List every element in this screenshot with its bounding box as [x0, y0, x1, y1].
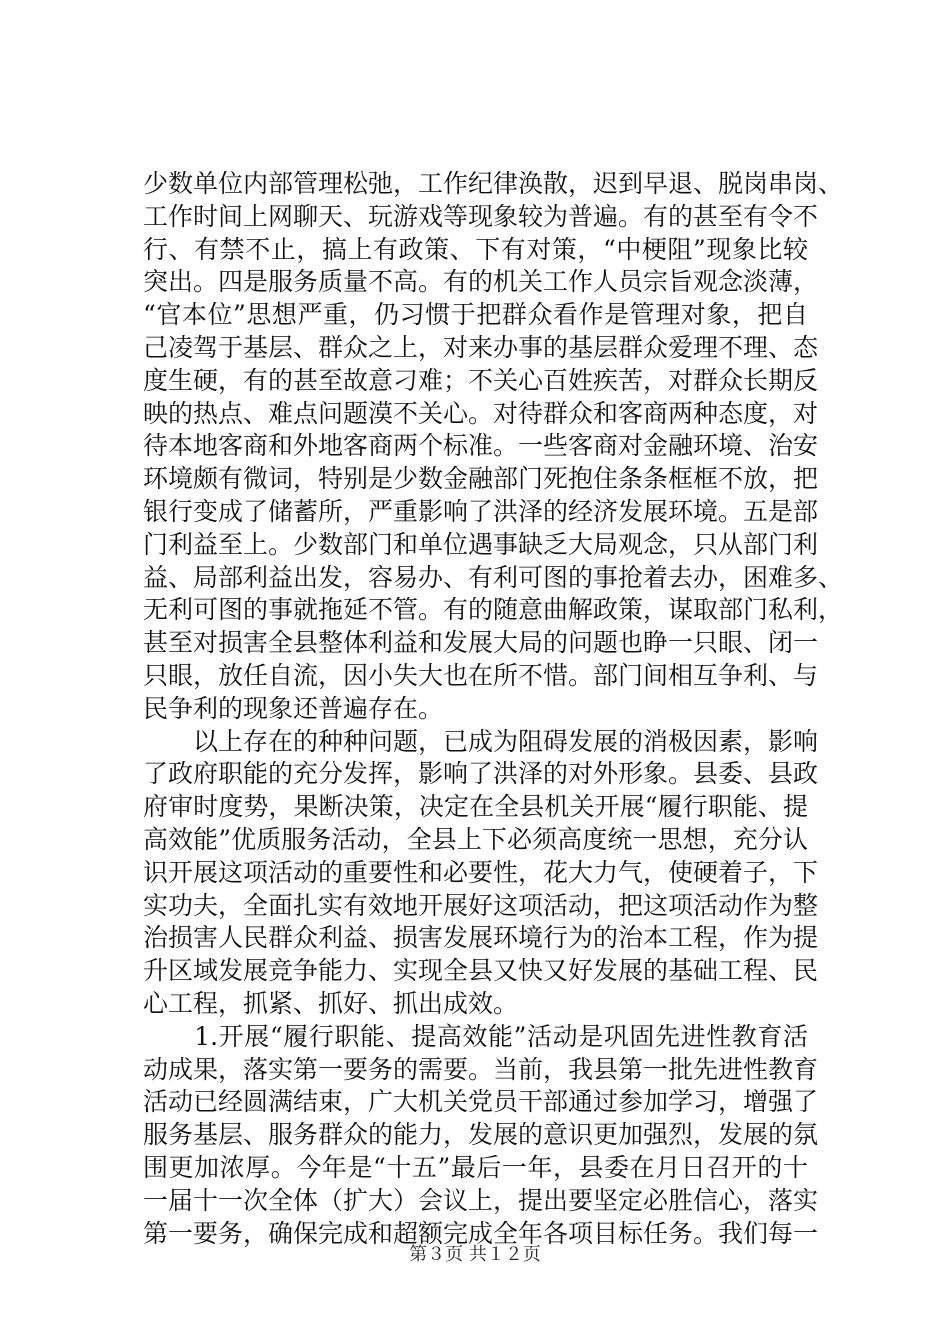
- paragraph: [143, 726, 819, 1021]
- text-line: 高效能”优质服务活动，全县上下必须高度统一思想，充分认: [143, 824, 808, 854]
- text-line: 映的热点、难点问题漠不关心。对待群众和客商两种态度，对: [143, 398, 819, 428]
- text-line: 环境颇有微词，特别是少数金融部门死抱住条条框框不放，把: [143, 464, 819, 494]
- text-line: 己凌驾于基层、群众之上，对来办事的基层群众爱理不理、态: [143, 332, 819, 362]
- body-text: [143, 168, 844, 1250]
- text-line: 1.开展“履行职能、提高效能”活动是巩固先进性教育活: [143, 1021, 808, 1051]
- text-line: 活动已经圆满结束，广大机关党员干部通过参加学习，增强了: [143, 1087, 819, 1117]
- page-footer: 第３页 共１２页: [409, 1244, 541, 1265]
- text-line: 民争利的现象还普遍存在。: [143, 693, 444, 723]
- paragraph: [143, 1021, 819, 1251]
- text-line: 府审时度势，果断决策，决定在全县机关开展“履行职能、提: [143, 792, 808, 822]
- text-line: 升区域发展竞争能力、实现全县又快又好发展的基础工程、民: [143, 956, 819, 986]
- text-line: 了政府职能的充分发挥，影响了洪泽的对外形象。县委、县政: [143, 759, 819, 789]
- text-line: 心工程，抓紧、抓好、抓出成效。: [143, 988, 519, 1018]
- text-line: 动成果，落实第一要务的需要。当前，我县第一批先进性教育: [143, 1054, 819, 1084]
- text-line: 无利可图的事就拖延不管。有的随意曲解政策，谋取部门私利，: [143, 595, 844, 625]
- text-line: 识开展这项活动的重要性和必要性，花大力气，使硬着子，下: [143, 857, 819, 887]
- text-line: 度生硬，有的甚至故意刁难；不关心百姓疾苦，对群众长期反: [143, 365, 819, 395]
- text-line: 实功夫，全面扎实有效地开展好这项活动，把这项活动作为整: [143, 890, 819, 920]
- text-line: 只眼，放任自流，因小失大也在所不惜。部门间相互争利、与: [143, 660, 819, 690]
- text-line: 一届十一次全体（扩大）会议上，提出要坚定必胜信心，落实: [143, 1185, 819, 1215]
- text-line: 以上存在的种种问题，已成为阻碍发展的消极因素，影响: [143, 726, 819, 756]
- text-line: 第一要务，确保完成和超额完成全年各项目标任务。我们每一: [143, 1218, 819, 1248]
- text-line: 治损害人民群众利益、损害发展环境行为的治本工程，作为提: [143, 923, 819, 953]
- text-line: “官本位”思想严重，仍习惯于把群众看作是管理对象，把自: [143, 300, 808, 330]
- text-line: 围更加浓厚。今年是“十五”最后一年，县委在月日召开的十: [143, 1152, 808, 1182]
- text-line: 待本地客商和外地客商两个标准。一些客商对金融环境、治安: [143, 431, 819, 461]
- text-line: 益、局部利益出发，容易办、有利可图的事抢着去办，困难多、: [143, 562, 844, 592]
- text-line: 甚至对损害全县整体利益和发展大局的问题也睁一只眼、闭一: [143, 628, 819, 658]
- text-line: 工作时间上网聊天、玩游戏等现象较为普遍。有的甚至有令不: [143, 201, 819, 231]
- text-line: 少数单位内部管理松弛，工作纪律涣散，迟到早退、脱岗串岗、: [143, 169, 844, 198]
- text-line: 突出。四是服务质量不高。有的机关工作人员宗旨观念淡薄，: [143, 267, 819, 297]
- text-line: 行、有禁不止，搞上有政策、下有对策，“中梗阻”现象比较: [143, 234, 808, 264]
- text-line: 服务基层、服务群众的能力，发展的意识更加强烈，发展的氛: [143, 1120, 819, 1150]
- text-line: 门利益至上。少数部门和单位遇事缺乏大局观念，只从部门利: [143, 529, 819, 559]
- paragraph: [143, 168, 844, 726]
- text-line: 银行变成了储蓄所，严重影响了洪泽的经济发展环境。五是部: [143, 496, 819, 526]
